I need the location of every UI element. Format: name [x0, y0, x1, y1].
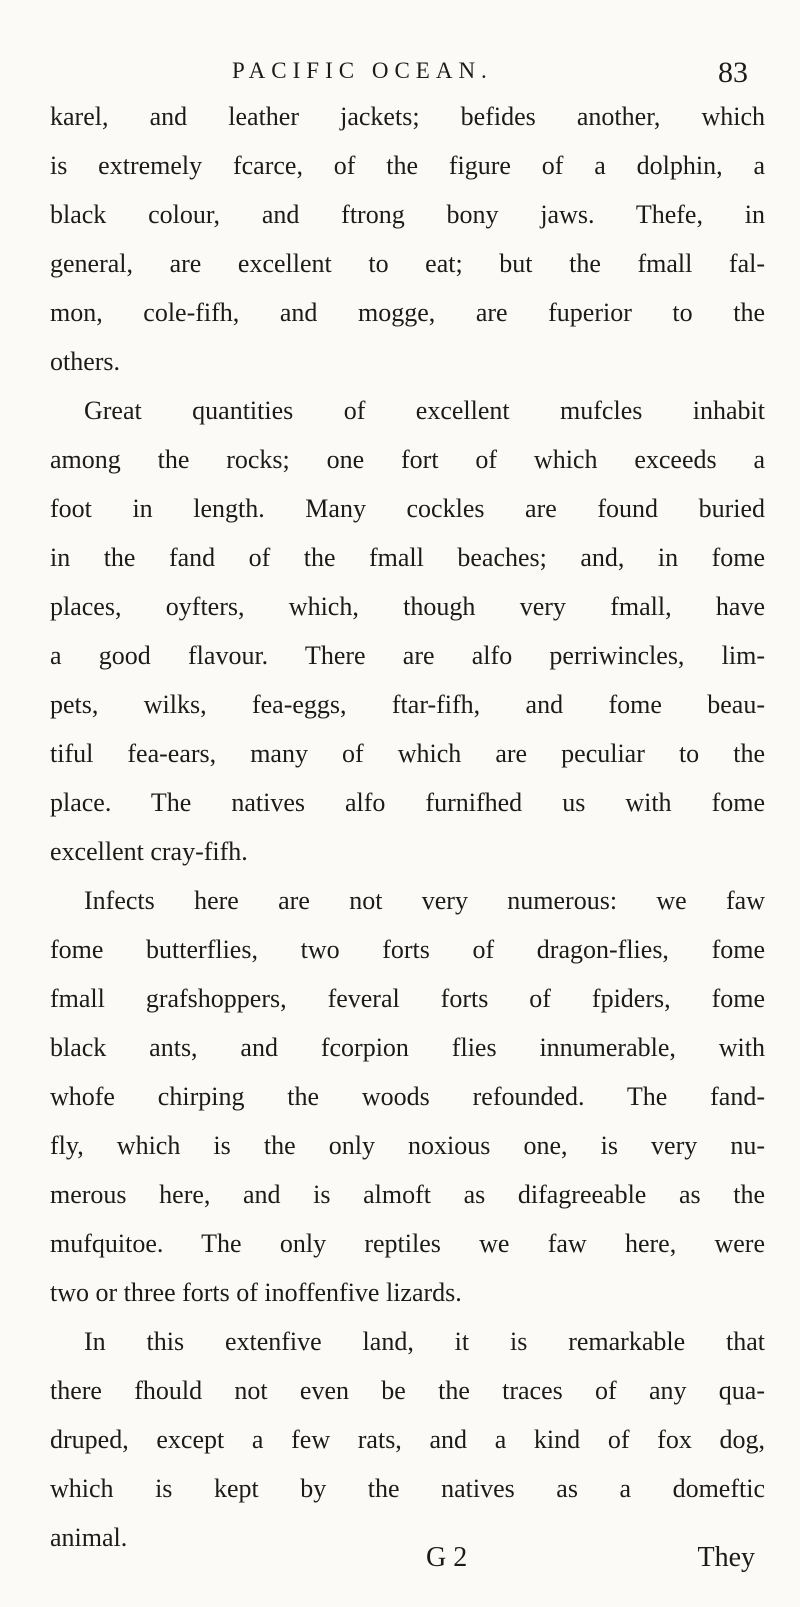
signature-mark: G 2	[426, 1542, 468, 1573]
text-line: is extremely fcarce, of the figure of a dolphin, a	[50, 151, 765, 180]
text-line: foot in length. Many cockles are found buried	[50, 494, 765, 523]
text-line: fly, which is the only noxious one, is very nu-	[50, 1131, 765, 1160]
text-line: In this extenfive land, it is remarkable that	[84, 1327, 765, 1356]
text-line: a good flavour. There are alfo perriwincles, lim-	[50, 641, 765, 670]
text-line: fmall grafshoppers, feveral forts of fpiders, fome	[50, 984, 765, 1013]
text-line: Infects here are not very numerous: we faw	[84, 886, 765, 915]
text-line: two or three forts of inoffenfive lizards.	[50, 1278, 462, 1307]
text-line: karel, and leather jackets; befides another, which	[50, 102, 765, 131]
text-line: black colour, and ftrong bony jaws. Thefe, in	[50, 200, 765, 229]
text-line: black ants, and fcorpion flies innumerable, with	[50, 1033, 765, 1062]
text-line: others.	[50, 347, 121, 376]
text-line: excellent cray-fifh.	[50, 837, 248, 866]
text-line: tiful fea-ears, many of which are peculiar to the	[50, 739, 765, 768]
running-head: PACIFIC OCEAN.	[232, 58, 493, 83]
text-line: places, oyfters, which, though very fmall, have	[50, 592, 765, 621]
catchword: They	[697, 1542, 755, 1573]
text-line: mufquitoe. The only reptiles we faw here, were	[50, 1229, 765, 1258]
text-line: among the rocks; one fort of which exceeds a	[50, 445, 765, 474]
text-line: there fhould not even be the traces of any qua-	[50, 1376, 765, 1405]
text-line: animal.	[50, 1523, 128, 1552]
text-line: pets, wilks, fea-eggs, ftar-fifh, and fome beau-	[50, 690, 765, 719]
text-line: mon, cole-fifh, and mogge, are fuperior to the	[50, 298, 765, 327]
text-line: merous here, and is almoft as difagreeable as the	[50, 1180, 765, 1209]
text-line: Great quantities of excellent mufcles inhabit	[84, 396, 765, 425]
body-text	[50, 92, 765, 1562]
text-line: which is kept by the natives as a domeftic	[50, 1474, 765, 1503]
text-line: in the fand of the fmall beaches; and, in fome	[50, 543, 765, 572]
text-line: fome butterflies, two forts of dragon-flies, fome	[50, 935, 765, 964]
text-line: general, are excellent to eat; but the fmall fal-	[50, 249, 765, 278]
text-line: whofe chirping the woods refounded. The fand-	[50, 1082, 765, 1111]
text-line: druped, except a few rats, and a kind of fox dog,	[50, 1425, 765, 1454]
page-number: 83	[718, 56, 748, 89]
text-line: place. The natives alfo furnifhed us with fome	[50, 788, 765, 817]
